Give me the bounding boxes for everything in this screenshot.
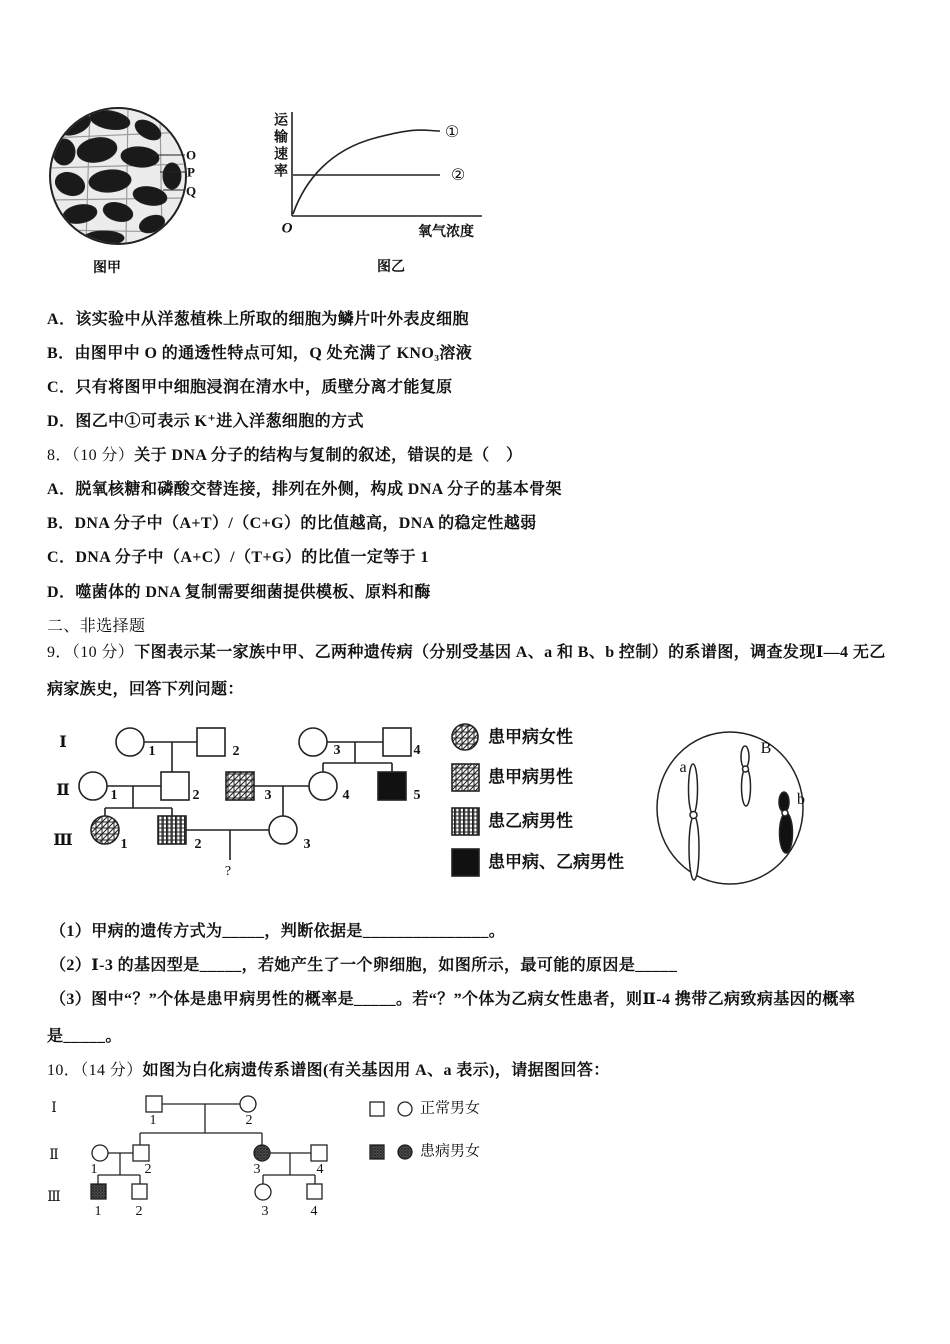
chromosome-label-b: b xyxy=(797,791,805,808)
pedigree-9-unknown-individual: ? xyxy=(224,864,232,879)
figure-jia-label-o: O xyxy=(185,147,197,163)
pedigree-10-label-ii4: 4 xyxy=(316,1162,324,1177)
legend-normal-male-symbol xyxy=(370,1102,384,1116)
individual-i4-normal-male xyxy=(383,728,411,756)
figure-jia-caption: 图甲 xyxy=(93,261,121,276)
individual-i1-normal-male xyxy=(146,1096,162,1112)
q7-option-d: D．图乙中①可表示 K⁺进入洋葱细胞的方式 xyxy=(47,413,364,430)
pedigree-10 xyxy=(91,1096,327,1200)
q8-stem-line xyxy=(47,445,522,467)
q9-sub-question-3-continued: 是_____。 xyxy=(47,1028,122,1045)
q8-stem: 关于 DNA 分子的结构与复制的叙述，错误的是（ ） xyxy=(134,447,523,464)
chromosome-B xyxy=(741,746,751,806)
legend-disease-jia-male-symbol xyxy=(452,764,479,791)
figure-jia-label-p: P xyxy=(187,164,195,180)
pedigree-9-label-iii2: 2 xyxy=(194,837,202,852)
pedigree-9-generation-i: Ⅰ xyxy=(59,732,67,751)
pedigree-9-label-iii3: 3 xyxy=(303,837,311,852)
q7-option-c: C．只有将图甲中细胞浸润在清水中，质壁分离才能复原 xyxy=(47,379,453,396)
section-heading-non-choice: 二、非选择题 xyxy=(47,618,146,635)
individual-ii4-normal-male xyxy=(311,1145,327,1161)
protoplast xyxy=(53,139,75,165)
chromosome-b-upper-arm xyxy=(779,792,789,812)
q9-number: 9．（10 分） xyxy=(47,644,135,661)
individual-i2-normal-female xyxy=(240,1096,256,1112)
q7-option-a: A．该实验中从洋葱植株上所取的细胞为鳞片叶外表皮细胞 xyxy=(47,311,469,328)
q9-sub-question-2: （2）Ⅰ-3 的基因型是_____，若她产生了一个卵细胞，如图所示，最可能的原因是_____ xyxy=(50,957,678,974)
q7-option-b: B．由图甲中 O 的通透性特点可知，Q 处充满了 KNO₃溶液 xyxy=(47,345,473,362)
q8-option-d: D．噬菌体的 DNA 复制需要细菌提供模板、原料和酶 xyxy=(47,584,431,601)
pedigree-10-label-ii2: 2 xyxy=(144,1162,152,1177)
pedigree-10-label-iii2: 2 xyxy=(135,1204,143,1219)
pedigree-9-label-ii5: 5 xyxy=(413,788,421,803)
chromosome-a-centromere xyxy=(690,812,697,819)
individual-ii5-both-diseases-male xyxy=(378,772,406,800)
pedigree-9-label-i1: 1 xyxy=(148,744,156,759)
figure-yi-curve-2-label: ② xyxy=(450,165,466,184)
legend-10-symbols xyxy=(370,1102,412,1159)
legend-9-symbols xyxy=(452,724,479,876)
chromosome-B-centromere xyxy=(743,766,749,772)
figure-yi-caption: 图乙 xyxy=(377,260,405,275)
figure-yi-x-axis-label: 氧气浓度 xyxy=(418,225,474,240)
pedigree-9-label-i3: 3 xyxy=(333,743,341,758)
individual-ii3-disease-jia-male xyxy=(226,772,254,800)
chromosome-b-centromere xyxy=(782,810,788,816)
legend-disease-jia-female-symbol xyxy=(452,724,478,750)
pedigree-10-generation-iii: Ⅲ xyxy=(47,1189,61,1205)
chromosome-a-lower-arm xyxy=(689,816,699,880)
individual-ii4-normal-female xyxy=(309,772,337,800)
legend-disease-yi-male-symbol xyxy=(452,808,479,835)
individual-iii1-disease-jia-female xyxy=(91,816,119,844)
pedigree-10-label-i2: 2 xyxy=(245,1113,253,1128)
pedigree-9-label-i2: 2 xyxy=(232,744,240,759)
legend-normal-female-symbol xyxy=(398,1102,412,1116)
individual-iii1-affected-male xyxy=(91,1184,106,1199)
individual-i1-normal-female xyxy=(116,728,144,756)
individual-iii2-disease-yi-male xyxy=(158,816,186,844)
pedigree-9-label-ii1: 1 xyxy=(110,788,118,803)
pedigree-9-label-iii1: 1 xyxy=(120,837,128,852)
individual-iii3-normal-female xyxy=(269,816,297,844)
individual-ii2-normal-male xyxy=(161,772,189,800)
chromosome-b-lower-arm xyxy=(780,813,793,853)
figure-yi-origin: O xyxy=(281,220,293,237)
q10-stem-line xyxy=(47,1060,610,1082)
legend-9-disease-yi-male: 患乙病男性 xyxy=(488,811,573,831)
q8-option-b: B．DNA 分子中（A+T）/（C+G）的比值越高，DNA 的稳定性越弱 xyxy=(47,515,537,532)
figure-jia-micrograph xyxy=(48,108,188,245)
chromosome-B-upper-arm xyxy=(741,746,749,768)
individual-ii2-normal-male xyxy=(133,1145,149,1161)
egg-cell-diagram xyxy=(657,732,803,884)
pedigree-10-label-iii4: 4 xyxy=(310,1204,318,1219)
pedigree-10-label-ii3: 3 xyxy=(253,1162,261,1177)
pedigree-10-generation-i: Ⅰ xyxy=(51,1100,57,1116)
legend-affected-female-symbol xyxy=(398,1145,412,1159)
pedigree-10-label-iii3: 3 xyxy=(261,1204,269,1219)
pedigree-10-label-i1: 1 xyxy=(149,1113,157,1128)
individual-iii3-normal-female xyxy=(255,1184,271,1200)
pedigree-9-generation-ii: Ⅱ xyxy=(56,780,70,799)
legend-9-both-diseases-male: 患甲病、乙病男性 xyxy=(488,852,624,872)
pedigree-9-label-ii3: 3 xyxy=(264,788,272,803)
pedigree-9-label-ii2: 2 xyxy=(192,788,200,803)
q8-option-c: C．DNA 分子中（A+C）/（T+G）的比值一定等于 1 xyxy=(47,549,429,566)
legend-both-diseases-male-symbol xyxy=(452,849,479,876)
legend-10-normal: 正常男女 xyxy=(420,1100,481,1117)
q9-stem-line-1 xyxy=(47,642,886,664)
legend-affected-male-symbol xyxy=(370,1145,384,1159)
pedigree-10-label-ii1: 1 xyxy=(90,1162,98,1177)
pedigree-9-generation-iii: Ⅲ xyxy=(53,830,73,849)
q9-sub-question-3: （3）图中“？”个体是患甲病男性的概率是_____。若“？”个体为乙病女性患者，则Ⅱ-4 携带乙病致病基因的概率 xyxy=(50,991,856,1008)
pedigree-10-generation-ii: Ⅱ xyxy=(49,1147,59,1163)
chromosome-a-upper-arm xyxy=(689,764,698,814)
figure-jia-label-q: Q xyxy=(185,183,197,199)
legend-9-disease-jia-female: 患甲病女性 xyxy=(488,727,573,747)
individual-ii3-affected-female xyxy=(254,1145,270,1161)
individual-ii1-normal-female xyxy=(92,1145,108,1161)
q9-sub-question-1: （1）甲病的遗传方式为_____，判断依据是_______________。 xyxy=(50,923,506,940)
pedigree-9-label-i4: 4 xyxy=(413,743,421,758)
protoplast xyxy=(163,163,181,189)
chromosome-label-a: a xyxy=(679,759,687,776)
legend-10-affected: 患病男女 xyxy=(420,1143,481,1160)
pedigree-10-label-iii1: 1 xyxy=(94,1204,102,1219)
individual-iii2-normal-male xyxy=(132,1184,147,1199)
individual-i3-normal-female xyxy=(299,728,327,756)
pedigree-9-label-ii4: 4 xyxy=(342,788,350,803)
chromosome-B-lower-arm xyxy=(742,768,751,806)
curve-1 xyxy=(293,130,440,214)
q10-stem: 如图为白化病遗传系谱图(有关基因用 A、a 表示)，请据图回答： xyxy=(142,1062,610,1079)
q8-option-a: A．脱氧核糖和磷酸交替连接，排列在外侧，构成 DNA 分子的基本骨架 xyxy=(47,481,562,498)
individual-i2-normal-male xyxy=(197,728,225,756)
q8-number: 8．（10 分） xyxy=(47,447,135,464)
individual-ii1-normal-female xyxy=(79,772,107,800)
q9-stem-line-2: 病家族史，回答下列问题： xyxy=(47,681,244,698)
figure-yi-curve-1-label: ① xyxy=(444,122,460,141)
q9-stem-1: 下图表示某一家族中甲、乙两种遗传病（分别受基因 A、a 和 B、b 控制）的系谱图，调查发现Ⅰ—4 无乙 xyxy=(134,644,886,661)
legend-9-disease-jia-male: 患甲病男性 xyxy=(488,767,573,787)
figure-yi-y-axis-label: 运输速率 xyxy=(272,112,287,180)
chromosome-label-B: B xyxy=(760,740,772,757)
q10-number: 10．（14 分） xyxy=(47,1062,143,1079)
pedigree-9 xyxy=(79,728,411,860)
individual-iii4-normal-male xyxy=(307,1184,322,1199)
